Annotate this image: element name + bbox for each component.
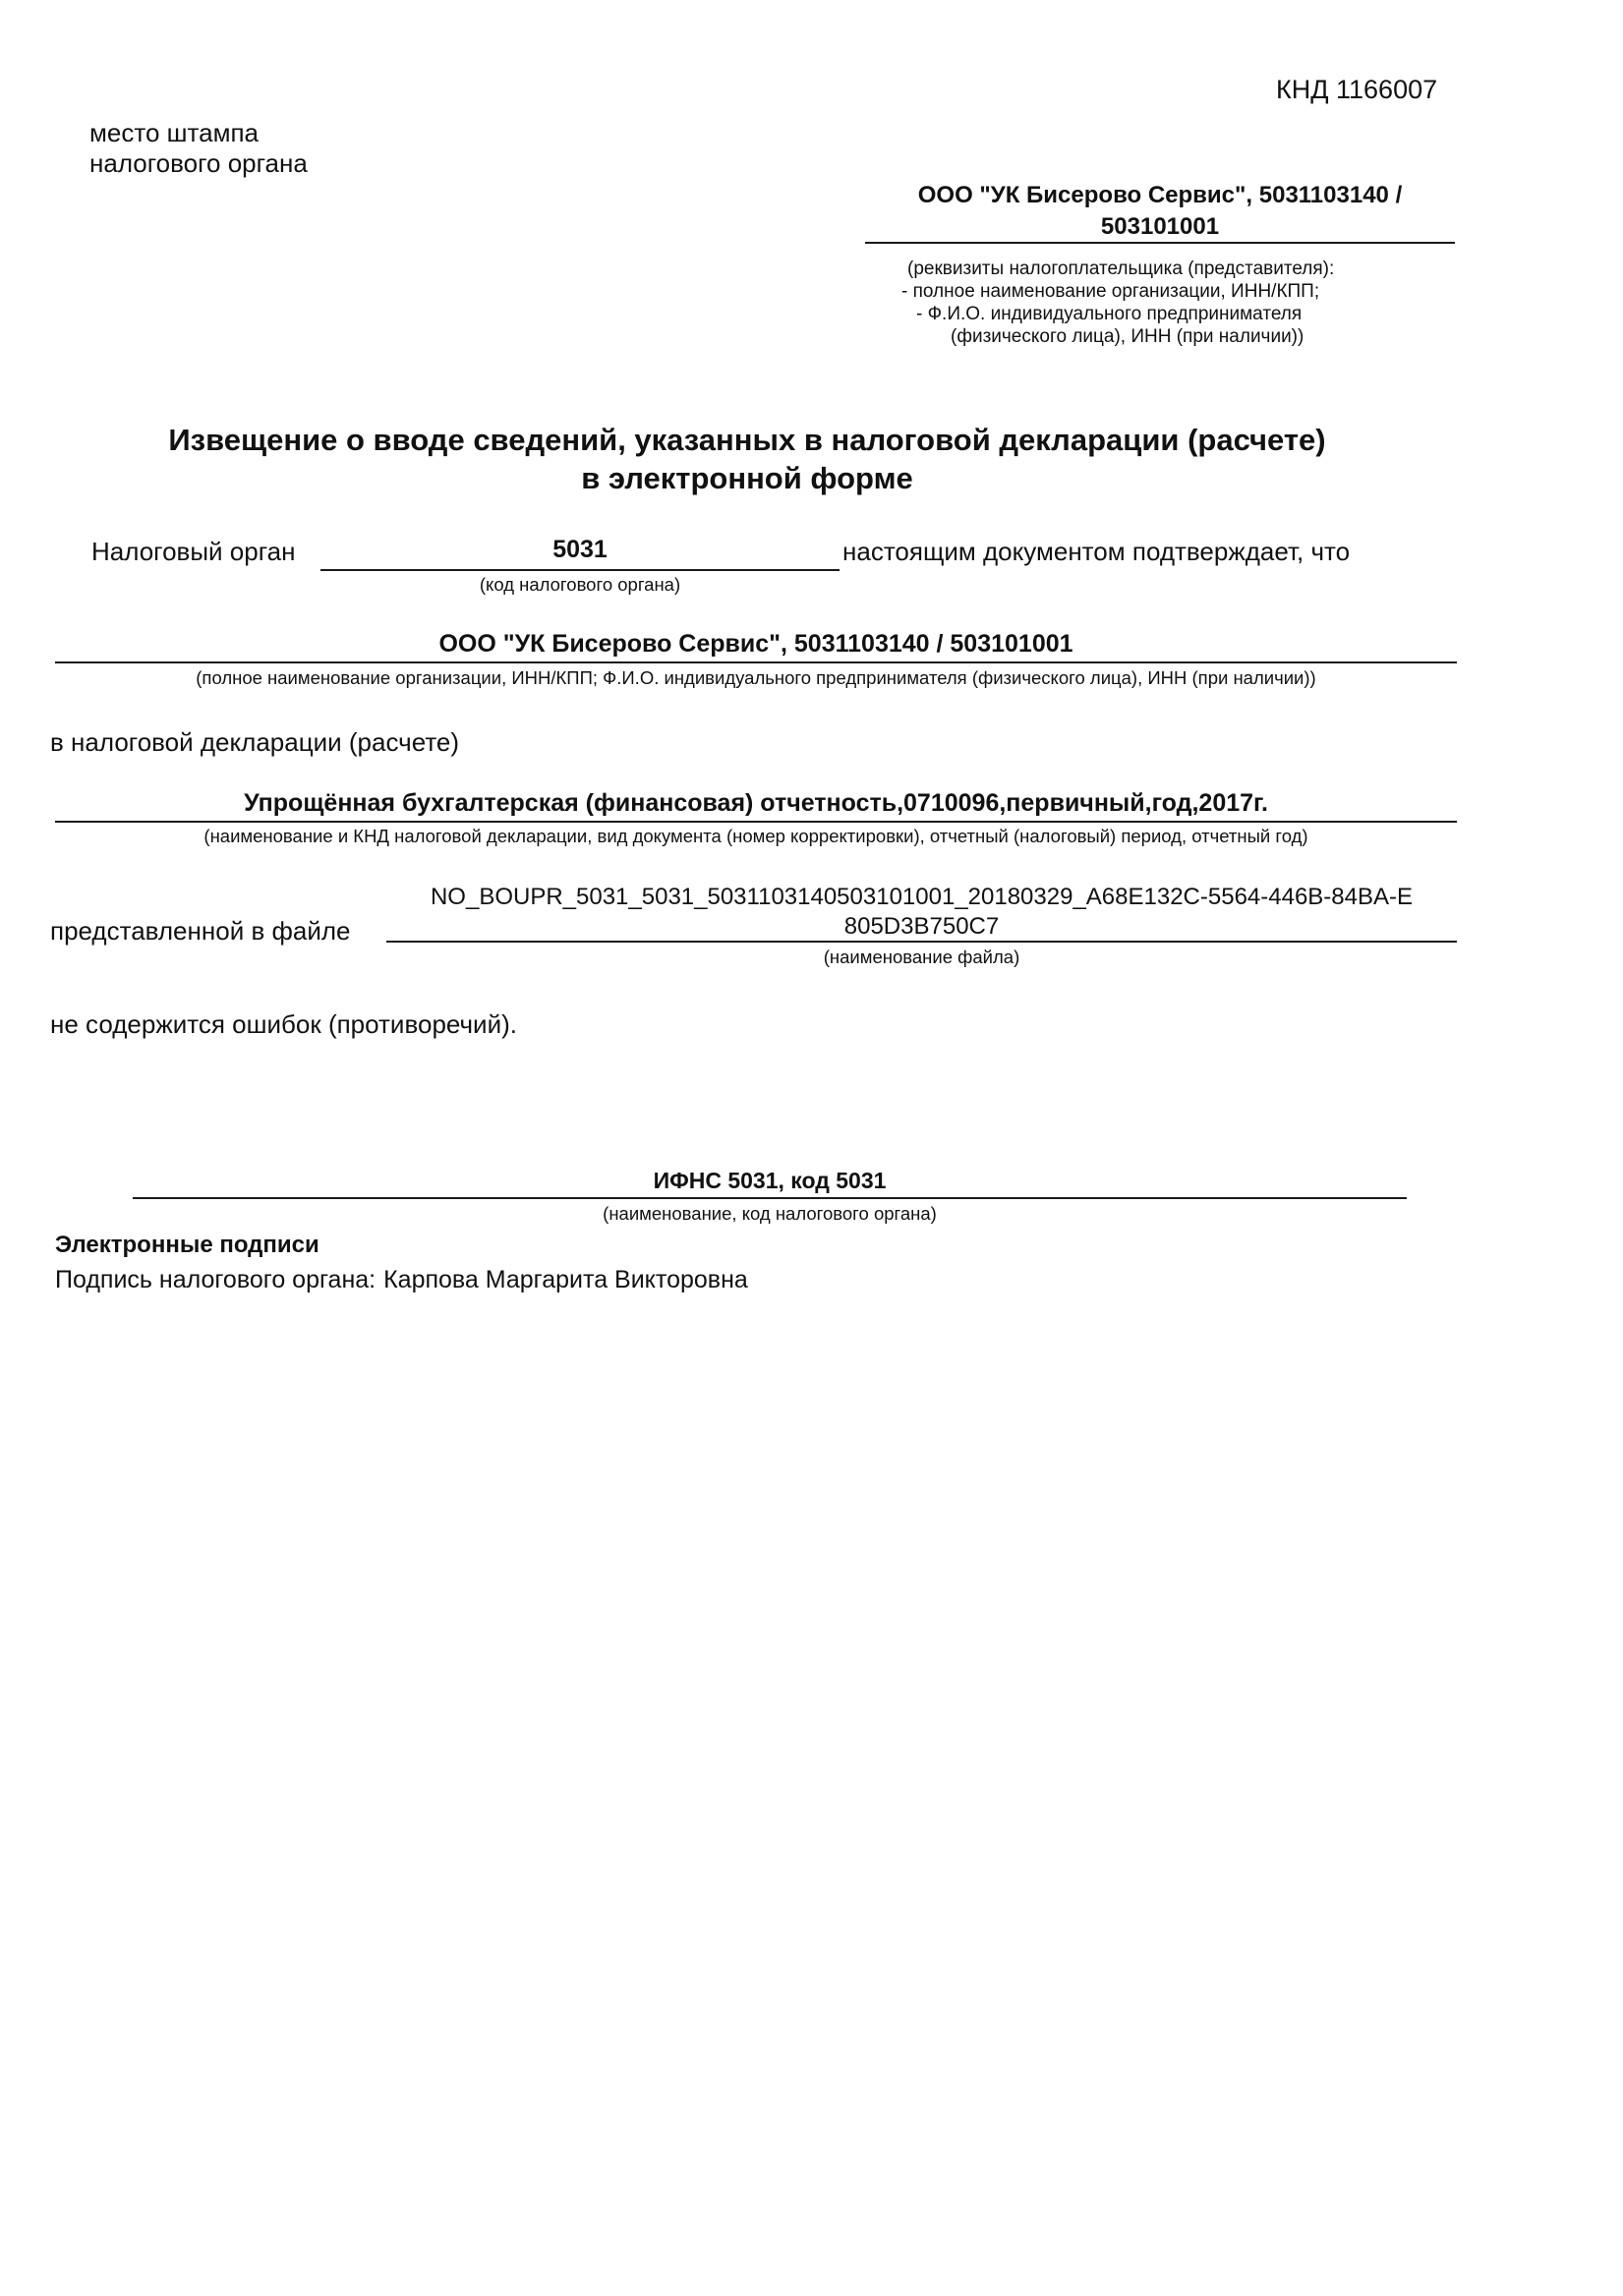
document-title (79, 421, 1416, 497)
taxpayer-caption (865, 258, 1455, 348)
file-name-line-2: 805D3B750C7 (843, 913, 1000, 940)
stamp-line-1: место штампа (89, 118, 259, 147)
stamp-line-2: налогового органа (89, 148, 308, 178)
taxpayer-caption-line-1: (реквизиты налогоплательщика (представителя): (907, 258, 1335, 279)
authority-value: ИФНС 5031, код 5031 (653, 1168, 887, 1193)
taxpayer-line-2: 503101001 (1100, 213, 1220, 240)
taxpayer-underline (865, 242, 1455, 244)
signer-name: Карпова Маргарита Викторовна (383, 1266, 748, 1293)
tax-authority-code-underline (320, 569, 840, 571)
title-line-2: в электронной форме (581, 461, 913, 495)
stamp-placeholder (89, 118, 384, 179)
tax-authority-label: Налоговый орган (91, 537, 296, 566)
taxpayer-caption-line-2: - полное наименование организации, ИНН/КПП; (901, 281, 1320, 302)
file-caption: (наименование файла) (823, 947, 1020, 967)
title-line-1: Извещение о вводе сведений, указанных в налоговой декларации (расчете) (168, 423, 1326, 457)
file-label: представленной в файле (50, 916, 351, 946)
taxpayer-line-1: ООО "УК Бисерово Сервис", 5031103140 / (917, 182, 1403, 208)
organization-value: ООО "УК Бисерово Сервис", 5031103140 / 503101001 (438, 630, 1073, 658)
declaration-label: в налоговой декларации (расчете) (50, 727, 460, 757)
signatures-heading: Электронные подписи (55, 1232, 319, 1258)
tax-authority-code: 5031 (552, 536, 608, 563)
form-code: КНД 1166007 (1276, 75, 1438, 104)
taxpayer-caption-line-3: - Ф.И.О. индивидуального предпринимателя (916, 304, 1303, 324)
file-name-line-1: NO_BOUPR_5031_5031_5031103140503101001_20180329_A68E132C-5564-446B-84BA-E (430, 884, 1414, 910)
taxpayer-caption-line-4: (физического лица), ИНН (при наличии)) (951, 326, 1304, 347)
file-name-underline (386, 941, 1457, 943)
tax-authority-code-caption: (код налогового органа) (479, 574, 681, 595)
no-errors-text: не содержится ошибок (противоречий). (50, 1009, 517, 1039)
taxpayer-requisites (865, 180, 1455, 243)
declaration-caption: (наименование и КНД налоговой декларации, вид документа (номер корректировки), отчетный (налоговый) период, отчетный год) (203, 826, 1308, 846)
signature-label: Подпись налогового органа: (55, 1266, 377, 1293)
authority-caption: (наименование, код налогового органа) (603, 1203, 937, 1224)
authority-underline (133, 1197, 1407, 1199)
organization-caption: (полное наименование организации, ИНН/КПП; Ф.И.О. индивидуального предпринимателя (физического лица), ИНН (при наличии)) (196, 667, 1316, 688)
declaration-value: Упрощённая бухгалтерская (финансовая) отчетность,0710096,первичный,год,2017г. (244, 789, 1268, 817)
confirm-text: настоящим документом подтверждает, что (842, 537, 1351, 566)
signature-line (55, 1266, 756, 1294)
organization-underline (55, 661, 1457, 663)
declaration-underline (55, 821, 1457, 823)
